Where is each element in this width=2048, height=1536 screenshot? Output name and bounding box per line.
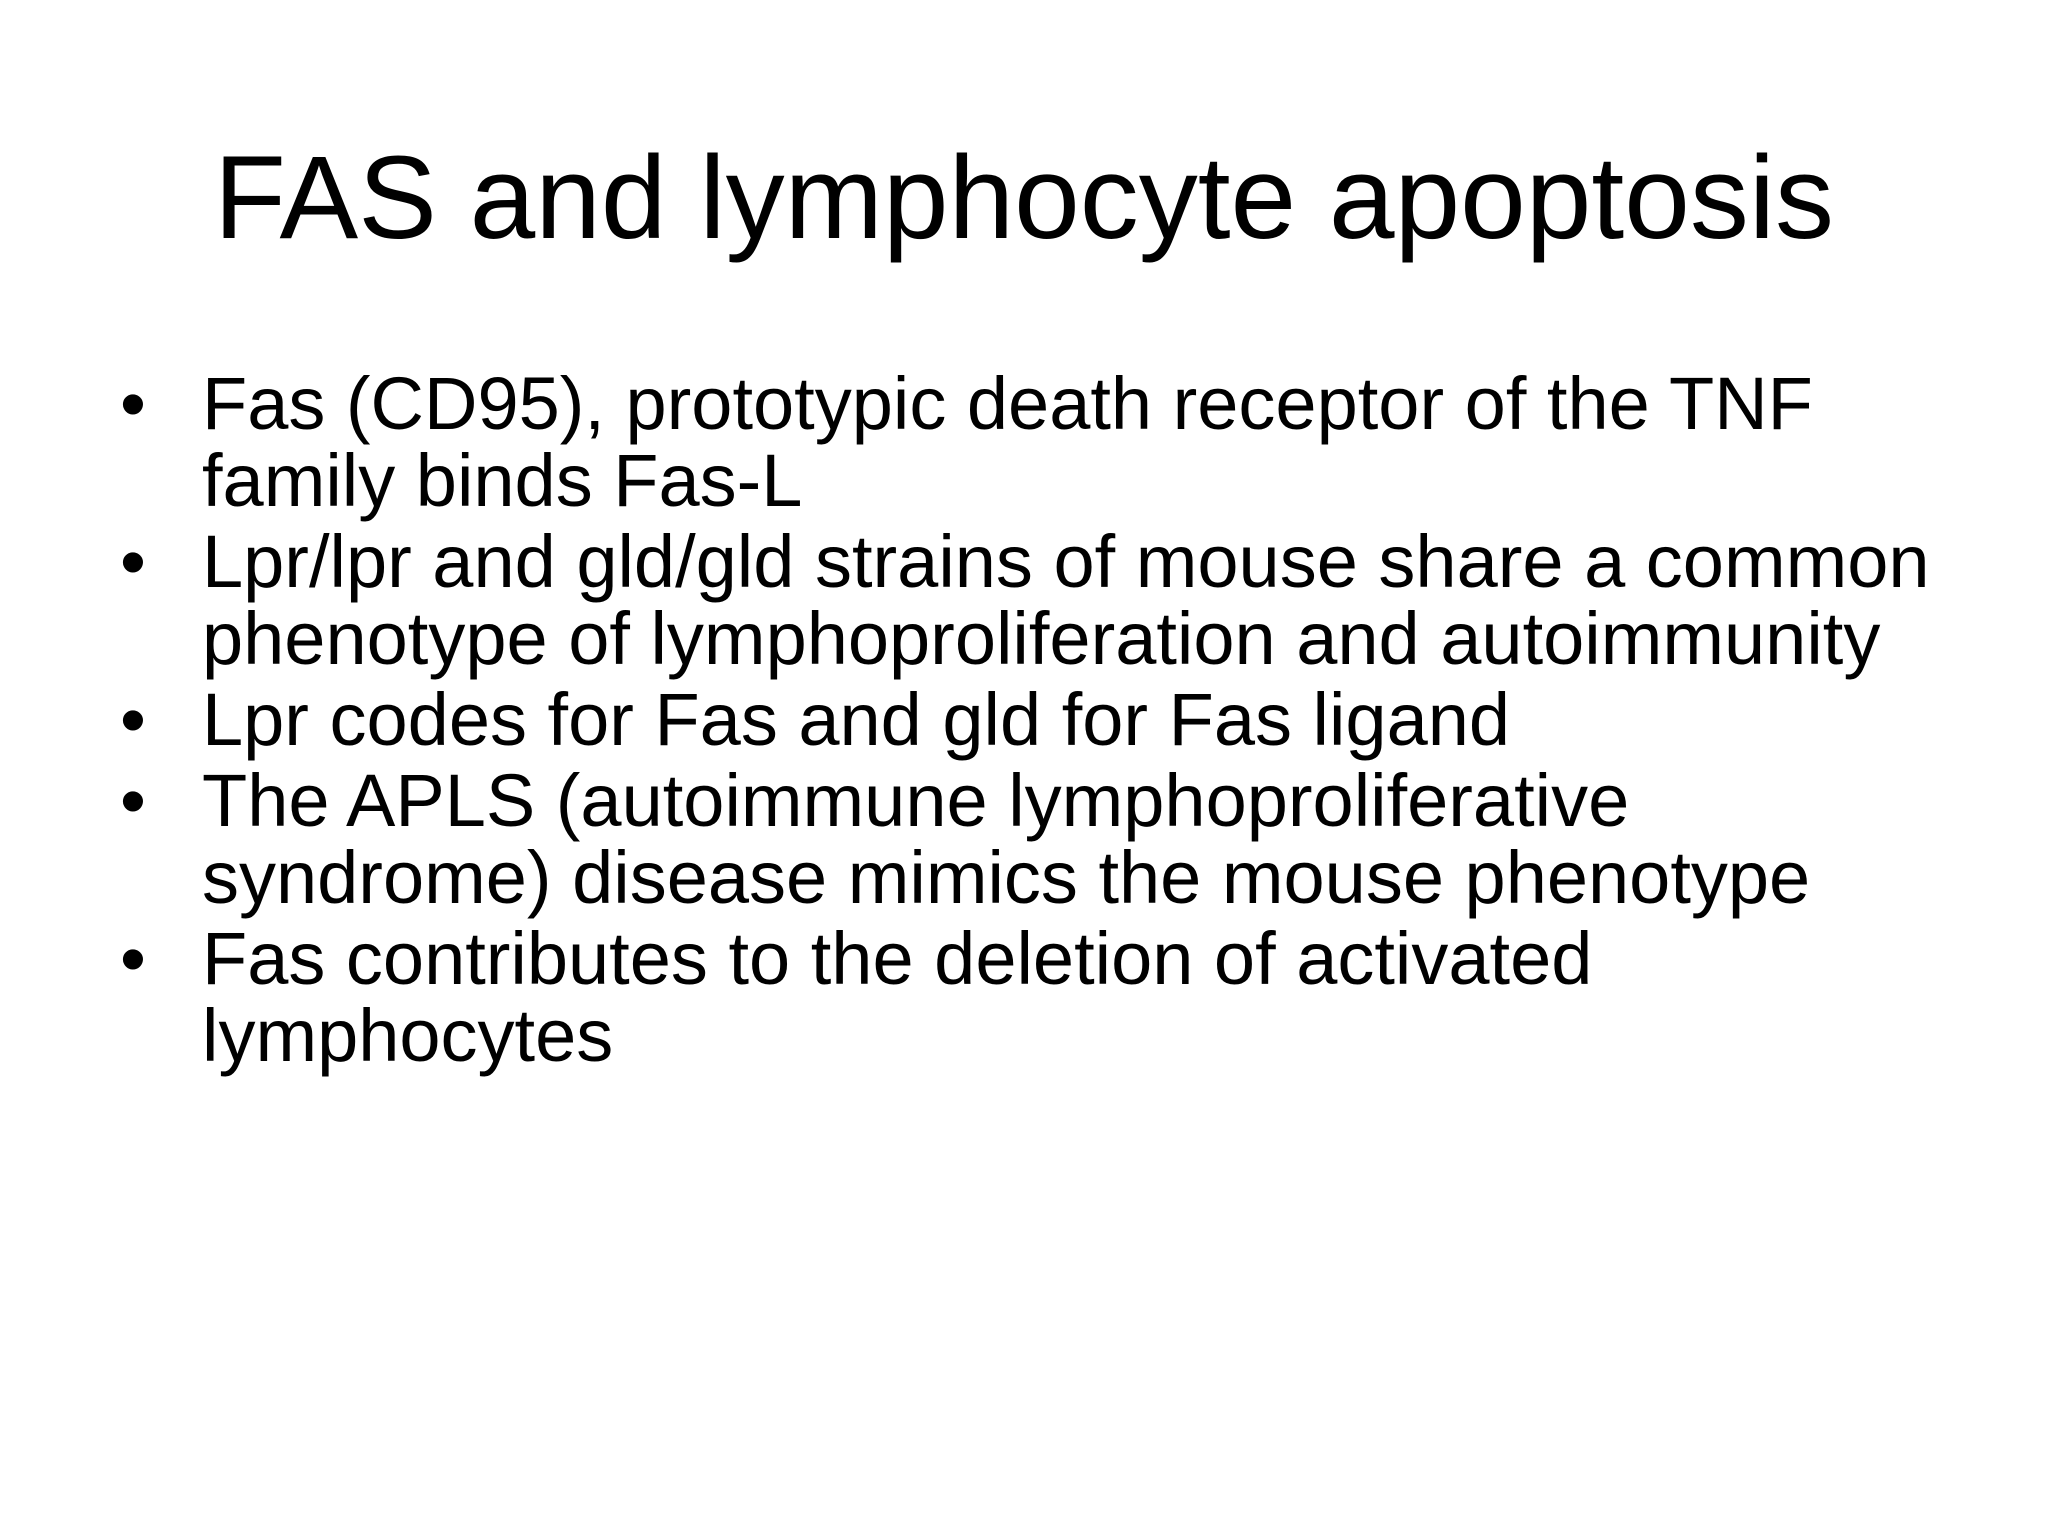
bullet-text: Fas contributes to the deletion of activated lymphocytes xyxy=(202,917,1593,1077)
bullet-item xyxy=(120,678,1940,761)
bullet-icon: • xyxy=(120,520,146,603)
bullet-icon: • xyxy=(120,917,146,1000)
bullet-icon: • xyxy=(120,362,146,445)
bullet-text: Lpr codes for Fas and gld for Fas ligand xyxy=(202,678,1511,761)
bullet-icon: • xyxy=(120,678,146,761)
bullet-item xyxy=(120,917,1940,1077)
bullet-item xyxy=(120,362,1940,522)
slide-title: FAS and lymphocyte apoptosis xyxy=(213,132,1835,264)
bullet-icon: • xyxy=(120,759,146,842)
bullet-list xyxy=(120,362,1940,1078)
bullet-text: The APLS (autoimmune lymphoproliferative syndrome) disease mimics the mouse phenotype xyxy=(202,759,1811,919)
bullet-text: Fas (CD95), prototypic death receptor of the TNF family binds Fas-L xyxy=(202,362,1813,522)
bullet-text: Lpr/lpr and gld/gld strains of mouse share a common phenotype of lymphoproliferation and autoimmunity xyxy=(202,520,1930,680)
bullet-item xyxy=(120,759,1940,919)
bullet-item xyxy=(120,520,1940,680)
